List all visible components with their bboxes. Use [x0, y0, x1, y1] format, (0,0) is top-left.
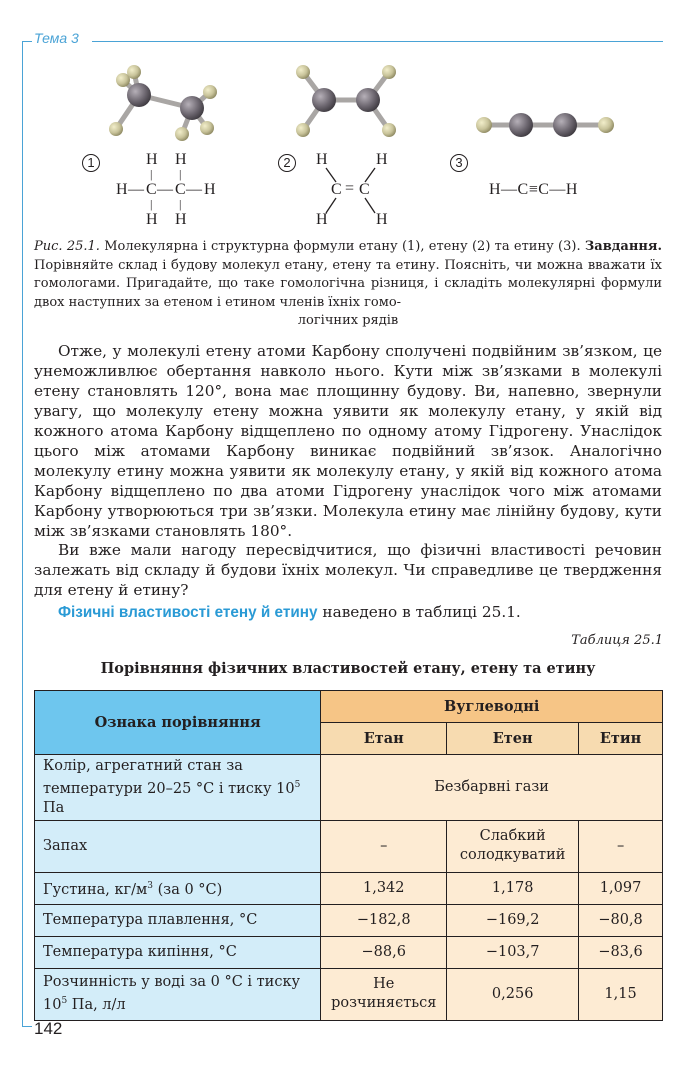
ethene-bond: =: [345, 180, 355, 197]
header-group: Вуглеводні: [321, 691, 663, 723]
properties-table: [34, 690, 663, 1021]
ethane-model: [109, 65, 217, 141]
table-title: Порівняння фізичних властивостей етану, етену та етину: [100, 660, 596, 677]
table-cell-merged: Безбарвні гази: [321, 755, 663, 821]
page-number: 142: [34, 1019, 63, 1038]
paragraph: Отже, у молекулі етену атоми Карбону сполучені подвійним зв’язком, це унеможливлює обертання навколо нього. Кути між зв’язками в молекулі етену становлять 120°, вона має площинну будову. Ви, напевно, звернули увагу, що молекулу етену можна уявити як молекулу етану, у якій від кожного атома Карбону відщеплено по одному атому Гідрогену. Унаслідок цього між атомами Карбону виникає подвійний зв’язок. Аналогічно молекулу етину можна уявити як молекулу етану, у якій від кожного атома Карбону відщеплено по два атоми Гідрогену унаслідок чого між атомами Карбону утворюються три зв’язки. Молекула етину має лінійну будову, кути між зв’язками становлять 180°.: [34, 342, 662, 540]
row-label: Температура кипіння, °С: [35, 936, 321, 968]
table-cell: −103,7: [447, 936, 579, 968]
ethane-h: H: [146, 151, 158, 168]
table-cell: −88,6: [321, 936, 447, 968]
ethene-h: H: [376, 211, 388, 228]
table-cell: Не розчиняється: [321, 968, 447, 1020]
table-cell: 1,097: [579, 872, 663, 904]
row-label: Колір, агрегатний стан за температури 20–25 °С і тиску $10^5$ Па: [35, 755, 321, 821]
paragraph-text: наведено в таблиці 25.1.: [317, 603, 521, 621]
table-cell: Слабкий солодкуватий: [447, 820, 579, 872]
table-row: [35, 968, 663, 1020]
ethane-c: C: [146, 181, 157, 198]
table-cell: –: [579, 820, 663, 872]
ethane-bond: —: [128, 181, 144, 198]
table-cell: –: [321, 820, 447, 872]
ethene-h: H: [316, 151, 328, 168]
ethane-h: H: [175, 151, 187, 168]
frame-line: [92, 41, 663, 42]
table-label: Таблиця 25.1: [571, 633, 663, 648]
ethyne-formula: H—C≡C—H: [489, 181, 578, 198]
ethane-bond: |: [150, 197, 153, 211]
ethane-bond: —: [186, 181, 202, 198]
header-column: Етин: [579, 723, 663, 755]
paragraph: Ви вже мали нагоду пересвідчитися, що фізичні властивості речовин залежать від складу й будови їхніх молекул. Чи справедливе це твердження для етену й етину?: [34, 541, 662, 599]
table-row: [35, 936, 663, 968]
ethane-h: H: [204, 181, 216, 198]
formula-number: 3: [450, 154, 468, 172]
frame-line: [22, 41, 23, 1026]
ethane-bond: |: [150, 167, 153, 181]
row-label: Розчинність у воді за 0 °С і тиску $10^5$ Па, л/л: [35, 968, 321, 1020]
table-cell: −169,2: [447, 904, 579, 936]
table-header-row: [35, 691, 663, 723]
ethane-bond: —: [157, 181, 173, 198]
table-cell: −182,8: [321, 904, 447, 936]
task-label: Завдання.: [584, 239, 662, 254]
ethane-bond: |: [179, 167, 182, 181]
row-label: Густина, $кг/м^3$ (за 0 °С): [35, 872, 321, 904]
ethene-model: [296, 65, 396, 137]
table-cell: 1,15: [579, 968, 663, 1020]
ethene-c: C: [359, 181, 370, 198]
header-column: Етен: [447, 723, 579, 755]
table-cell: 0,256: [447, 968, 579, 1020]
ethane-h: H: [116, 181, 128, 198]
ethane-c: C: [175, 181, 186, 198]
table-row: [35, 872, 663, 904]
ethane-bond: |: [179, 197, 182, 211]
frame-line: [22, 1026, 32, 1027]
ethane-h: H: [146, 211, 158, 228]
figure-caption: [34, 238, 662, 331]
table-row: [35, 755, 663, 821]
table-cell: 1,178: [447, 872, 579, 904]
table-cell: −83,6: [579, 936, 663, 968]
table-cell: −80,8: [579, 904, 663, 936]
caption-label: Рис. 25.1.: [34, 239, 100, 254]
caption-text: Молекулярна і структурна формули етану (1), етену (2) та етину (3).: [104, 239, 581, 254]
row-label: Температура плавлення, °С: [35, 904, 321, 936]
highlight-term: Фізичні властивості етену й етину: [58, 604, 318, 621]
ethane-h: H: [175, 211, 187, 228]
frame-line: [22, 41, 32, 42]
header-feature: Ознака порівняння: [35, 691, 321, 755]
row-label: Запах: [35, 820, 321, 872]
topic-header: Тема 3: [34, 30, 79, 46]
ethene-h: H: [376, 151, 388, 168]
table-row: [35, 904, 663, 936]
task-text: Порівняйте склад і будову молекул етану, етену та етину. Поясніть, чи можна вважати їх гомологами. Пригадайте, що таке гомологічна різниця, і складіть молекулярні формули двох наступних за етеном і етином членів їхніх гомо-: [34, 257, 662, 310]
header-column: Етан: [321, 723, 447, 755]
task-text-last-line: логічних рядів: [297, 313, 399, 328]
formula-number: 1: [82, 154, 100, 172]
ethene-c: C: [331, 181, 342, 198]
paragraph: [34, 602, 662, 623]
table-row: [35, 820, 663, 872]
table-cell: 1,342: [321, 872, 447, 904]
ethene-h: H: [316, 211, 328, 228]
ethyne-model: [476, 113, 614, 137]
figure-molecules: [34, 50, 664, 236]
molecule-models: [34, 50, 664, 236]
formula-number: 2: [278, 154, 296, 172]
